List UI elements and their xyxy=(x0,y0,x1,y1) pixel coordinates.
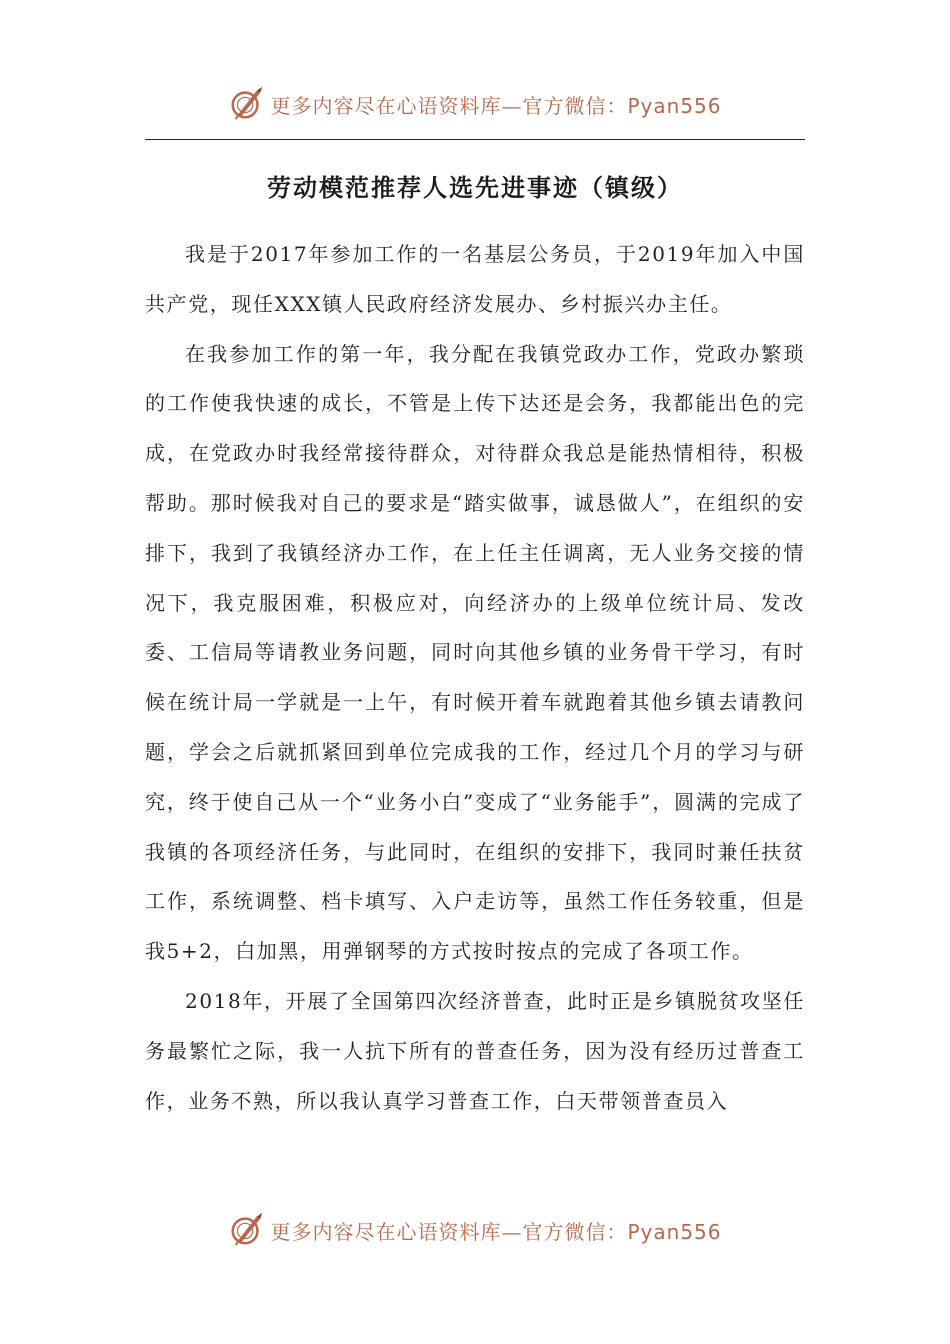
banner-dash: — xyxy=(501,93,523,118)
banner-dash: — xyxy=(501,1219,523,1244)
quill-pen-logo-icon xyxy=(228,1211,266,1249)
header-divider xyxy=(145,139,805,140)
header-banner xyxy=(0,82,950,126)
paragraph-2: 在我参加工作的第一年，我分配在我镇党政办工作，党政办繁琐的工作使我快速的成长，不管是上传下达还是会务，我都能出色的完成，在党政办时我经常接待群众，对待群众我总是能热情相待，积极帮助。那时候我对自己的要求是“踏实做事，诚恳做人”，在组织的安排下，我到了我镇经济办工作，在上任主任调离，无人业务交接的情况下，我克服困难，积极应对，向经济办的上级单位统计局、发改委、工信局等请教业务问题，同时向其他乡镇的业务骨干学习，有时候在统计局一学就是一上午，有时候开着车就跑着其他乡镇去请教问题，学会之后就抓紧回到单位完成我的工作，经过几个月的学习与研究，终于使自己从一个“业务小白”变成了“业务能手”，圆满的完成了我镇的各项经济任务，与此同时，在组织的安排下，我同时兼任扶贫工作，系统调整、档卡填写、入户走访等，虽然工作任务较重，但是我5+2，白加黑，用弹钢琴的方式按时按点的完成了各项工作。 xyxy=(145,341,805,964)
paragraph-1: 我是于2017年参加工作的一名基层公务员，于2019年加入中国共产党，现任XXX镇人民政府经济发展办、乡村振兴办主任。 xyxy=(145,242,805,316)
banner-wechat-label: 官方微信： xyxy=(522,1219,628,1244)
banner-text xyxy=(270,90,721,119)
footer-banner xyxy=(0,1208,950,1252)
banner-text xyxy=(270,1216,721,1245)
paragraph-3: 2018年，开展了全国第四次经济普查，此时正是乡镇脱贫攻坚任务最繁忙之际，我一人抗下所有的普查任务，因为没有经历过普查工作，业务不熟，所以我认真学习普查工作，白天带领普查员入 xyxy=(145,988,805,1113)
document-title: 劳动模范推荐人选先进事迹（镇级） xyxy=(267,173,683,202)
banner-slogan: 更多内容尽在心语资料库 xyxy=(270,93,502,118)
document-body xyxy=(145,230,805,1126)
banner-wechat-label: 官方微信： xyxy=(522,93,628,118)
quill-pen-logo-icon xyxy=(228,85,266,123)
banner-slogan: 更多内容尽在心语资料库 xyxy=(270,1219,502,1244)
banner-wechat-id: Pyan556 xyxy=(627,93,722,118)
banner-wechat-id: Pyan556 xyxy=(627,1219,722,1244)
